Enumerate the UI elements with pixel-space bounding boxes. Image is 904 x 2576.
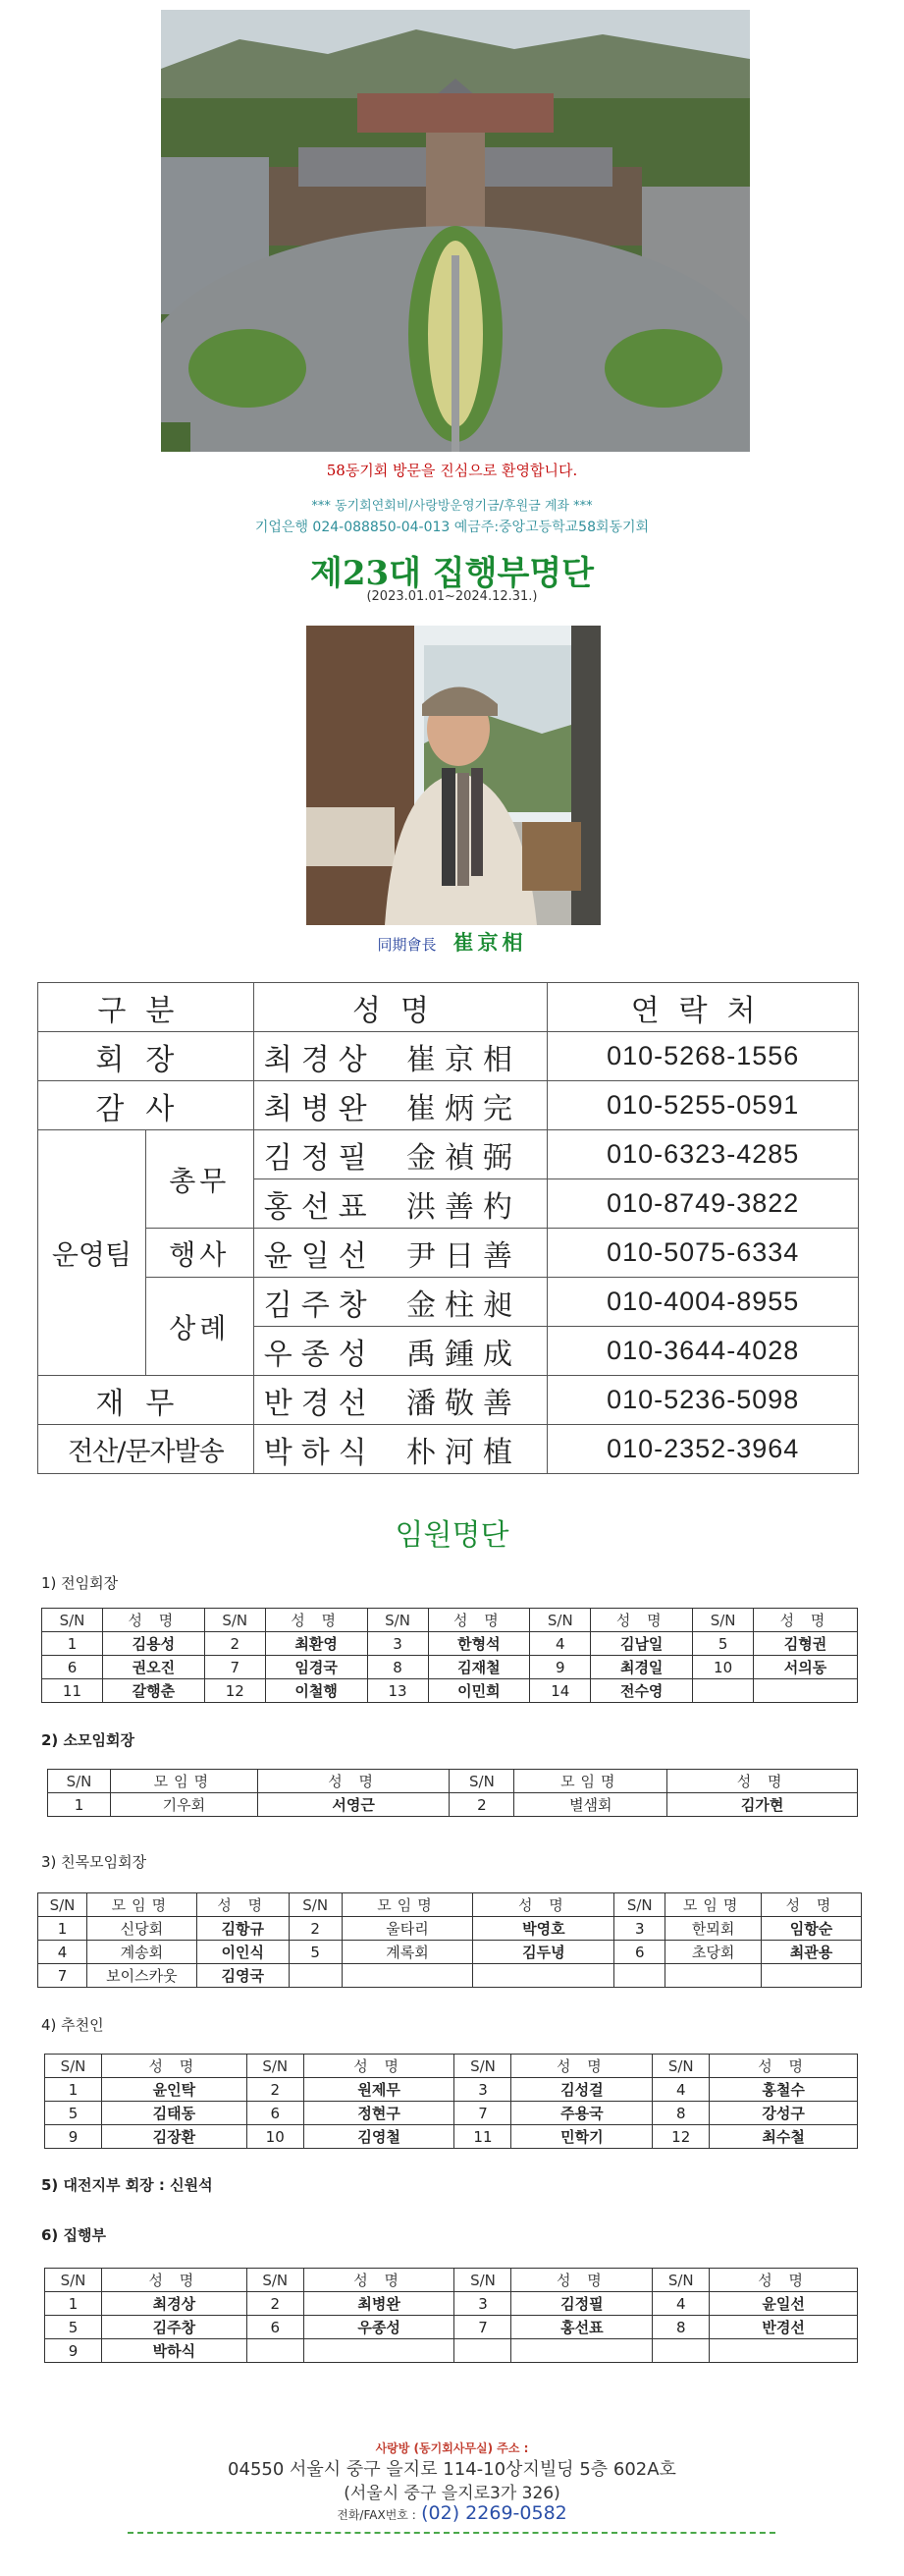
sn-cell: 4	[653, 2292, 710, 2316]
table-row	[38, 1278, 859, 1327]
name-cell: 우종성	[303, 2316, 454, 2339]
name-cell: 윤인탁	[101, 2078, 246, 2102]
name-cell: 김영국	[196, 1964, 289, 1988]
group-cell: 별샘회	[514, 1793, 667, 1817]
phone-cell: 010-2352-3964	[548, 1425, 859, 1474]
group-cell: 기우회	[110, 1793, 257, 1817]
phone-cell: 010-4004-8955	[548, 1278, 859, 1327]
sn-cell: 3	[454, 2078, 511, 2102]
name-cell: 서영근	[257, 1793, 450, 1817]
table-row	[42, 1656, 858, 1679]
group-cell: 운영팀	[38, 1130, 146, 1376]
sn-cell: 9	[45, 2339, 102, 2363]
name-cell: 반경선	[710, 2316, 858, 2339]
name-cell: 김두녕	[473, 1941, 614, 1964]
hanja-cell: 金柱昶	[400, 1278, 548, 1327]
sn-cell	[614, 1964, 665, 1988]
table-row	[45, 2316, 858, 2339]
sn-cell	[693, 1679, 754, 1703]
name-cell: 박영호	[473, 1917, 614, 1941]
position-cell: 회장	[38, 1032, 254, 1081]
sn-header: S/N	[653, 2055, 710, 2078]
name-cell: 김주창	[101, 2316, 246, 2339]
name-cell: 김항규	[196, 1917, 289, 1941]
name-cell	[762, 1964, 862, 1988]
sn-cell: 4	[530, 1632, 591, 1656]
name-header: 성 명	[101, 2055, 246, 2078]
group-cell: 계록회	[342, 1941, 473, 1964]
sn-cell: 1	[45, 2078, 102, 2102]
hanja-cell: 金禎弼	[400, 1130, 548, 1179]
name-header: 성 명	[196, 1893, 289, 1917]
name-cell: 김정필	[253, 1130, 400, 1179]
group-header: 모임명	[342, 1893, 473, 1917]
position-cell: 감사	[38, 1081, 254, 1130]
table-row	[42, 1679, 858, 1703]
name-cell: 강성구	[710, 2102, 858, 2125]
sn-cell: 12	[653, 2125, 710, 2149]
sn-cell: 5	[289, 1941, 342, 1964]
name-cell: 최환영	[265, 1632, 367, 1656]
subposition-cell: 행사	[145, 1229, 253, 1278]
small-group-chairs-table	[47, 1769, 858, 1817]
table-header-row	[42, 1609, 858, 1632]
name-header: 성 명	[473, 1893, 614, 1917]
group-cell	[342, 1964, 473, 1988]
sn-header: S/N	[48, 1770, 111, 1793]
name-cell: 주용국	[511, 2102, 653, 2125]
sn-cell: 2	[246, 2292, 303, 2316]
name-cell: 박하식	[101, 2339, 246, 2363]
sn-cell: 3	[367, 1632, 428, 1656]
name-cell: 원제무	[303, 2078, 454, 2102]
name-cell: 최관용	[762, 1941, 862, 1964]
sn-header: S/N	[530, 1609, 591, 1632]
campus-photo	[161, 10, 750, 452]
sn-cell: 10	[246, 2125, 303, 2149]
phone-number: (02) 2269-0582	[421, 2502, 567, 2524]
name-cell: 김성걸	[511, 2078, 653, 2102]
name-cell: 김주창	[253, 1278, 400, 1327]
name-cell: 반경선	[253, 1376, 400, 1425]
name-cell: 우종성	[253, 1327, 400, 1376]
hanja-cell: 潘敬善	[400, 1376, 548, 1425]
table-row	[45, 2078, 858, 2102]
sn-cell: 2	[289, 1917, 342, 1941]
sn-cell: 7	[204, 1656, 265, 1679]
name-cell: 박하식	[253, 1425, 400, 1474]
sn-cell: 6	[42, 1656, 103, 1679]
sn-header: S/N	[45, 2269, 102, 2292]
group-header: 모임명	[110, 1770, 257, 1793]
name-cell: 김가현	[667, 1793, 858, 1817]
office-address: 04550 서울시 중구 을지로 114-10상지빌딩 5층 602A호	[228, 2459, 676, 2480]
name-cell: 권오진	[102, 1656, 204, 1679]
name-cell: 최수철	[710, 2125, 858, 2149]
name-cell: 최경일	[591, 1656, 693, 1679]
sn-cell: 6	[246, 2316, 303, 2339]
name-cell: 홍선표	[511, 2316, 653, 2339]
phone-cell: 010-5255-0591	[548, 1081, 859, 1130]
phone-cell: 010-8749-3822	[548, 1179, 859, 1229]
table-row	[45, 2125, 858, 2149]
sn-cell: 5	[45, 2316, 102, 2339]
phone-label: 전화/FAX번호 :	[337, 2508, 416, 2522]
name-header: 성 명	[101, 2269, 246, 2292]
sn-cell: 5	[693, 1632, 754, 1656]
account-title: *** 동기회연회비/사랑방운영기금/후원금 계좌 ***	[311, 499, 593, 514]
name-cell: 홍철수	[710, 2078, 858, 2102]
term-period: (2023.01.01~2024.12.31.)	[366, 589, 538, 604]
office-address-old: (서울시 중구 을지로3가 326)	[344, 2484, 560, 2503]
header-category: 구분	[38, 983, 254, 1032]
name-cell: 이철행	[265, 1679, 367, 1703]
sn-header: S/N	[693, 1609, 754, 1632]
table-row	[38, 1229, 859, 1278]
sn-header: S/N	[246, 2055, 303, 2078]
sn-header: S/N	[450, 1770, 514, 1793]
sn-header: S/N	[454, 2055, 511, 2078]
name-cell: 최병완	[253, 1081, 400, 1130]
name-header: 성 명	[257, 1770, 450, 1793]
group-cell: 계송회	[86, 1941, 196, 1964]
sn-cell: 6	[246, 2102, 303, 2125]
office-address-label: 사랑방 (동기회사무실) 주소 :	[375, 2441, 529, 2455]
group-cell: 보이스카웃	[86, 1964, 196, 1988]
executive-members-table	[44, 2268, 858, 2363]
name-header: 성 명	[710, 2055, 858, 2078]
name-cell	[710, 2339, 858, 2363]
subposition-cell: 상례	[145, 1278, 253, 1376]
sn-cell: 14	[530, 1679, 591, 1703]
subposition-cell: 총무	[145, 1130, 253, 1229]
group-header: 모임명	[514, 1770, 667, 1793]
name-cell: 최경상	[253, 1032, 400, 1081]
section-label-friendship: 3) 친목모임회장	[41, 1853, 147, 1871]
hanja-cell: 尹日善	[400, 1229, 548, 1278]
table-row	[45, 2292, 858, 2316]
sn-cell: 1	[48, 1793, 111, 1817]
sn-header: S/N	[614, 1893, 665, 1917]
name-header: 성 명	[511, 2269, 653, 2292]
sn-cell: 1	[38, 1917, 87, 1941]
group-cell	[665, 1964, 762, 1988]
name-cell	[754, 1679, 858, 1703]
table-row	[38, 1130, 859, 1179]
name-header: 성 명	[102, 1609, 204, 1632]
sn-cell	[454, 2339, 511, 2363]
sn-cell: 8	[653, 2316, 710, 2339]
sn-cell: 9	[45, 2125, 102, 2149]
hanja-cell: 洪善杓	[400, 1179, 548, 1229]
chairman-portrait	[306, 626, 601, 925]
name-cell: 김태동	[101, 2102, 246, 2125]
group-cell: 울타리	[342, 1917, 473, 1941]
name-cell: 서의동	[754, 1656, 858, 1679]
name-cell: 김남일	[591, 1632, 693, 1656]
sn-cell: 4	[38, 1941, 87, 1964]
name-cell: 임경국	[265, 1656, 367, 1679]
name-header: 성 명	[762, 1893, 862, 1917]
position-cell: 재무	[38, 1376, 254, 1425]
name-cell: 이인식	[196, 1941, 289, 1964]
sn-cell: 13	[367, 1679, 428, 1703]
sn-cell	[289, 1964, 342, 1988]
sn-cell: 2	[204, 1632, 265, 1656]
sn-header: S/N	[289, 1893, 342, 1917]
name-header: 성 명	[303, 2055, 454, 2078]
sn-cell: 8	[653, 2102, 710, 2125]
sn-cell: 2	[246, 2078, 303, 2102]
name-cell: 최경상	[101, 2292, 246, 2316]
table-row	[42, 1632, 858, 1656]
section-label-executive: 6) 집행부	[41, 2226, 106, 2244]
portrait-caption	[0, 927, 904, 957]
sn-cell: 3	[454, 2292, 511, 2316]
table-row	[45, 2102, 858, 2125]
group-cell: 한뫼회	[665, 1917, 762, 1941]
sn-cell: 11	[454, 2125, 511, 2149]
sn-cell: 1	[45, 2292, 102, 2316]
table-header-row	[38, 1893, 862, 1917]
group-cell: 초당회	[665, 1941, 762, 1964]
table-row	[38, 1425, 859, 1474]
table-header-row	[45, 2055, 858, 2078]
phone-cell: 010-5075-6334	[548, 1229, 859, 1278]
name-cell: 갈행춘	[102, 1679, 204, 1703]
section-label-recommenders: 4) 추천인	[41, 2016, 104, 2034]
caption-role: 同期會長	[377, 936, 437, 954]
recommenders-table	[44, 2054, 858, 2149]
sn-cell: 10	[693, 1656, 754, 1679]
group-header: 모임명	[86, 1893, 196, 1917]
name-cell: 김영철	[303, 2125, 454, 2149]
table-row	[38, 1032, 859, 1081]
phone-cell: 010-6323-4285	[548, 1130, 859, 1179]
officers-title: 임원명단	[395, 1518, 509, 1553]
name-header: 성 명	[710, 2269, 858, 2292]
table-row	[45, 2339, 858, 2363]
bank-account: 기업은행 024-088850-04-013 예금주:중앙고등학교58회동기회	[254, 520, 650, 535]
sn-header: S/N	[38, 1893, 87, 1917]
name-cell: 김형권	[754, 1632, 858, 1656]
daejeon-branch-chair: 5) 대전지부 회장 : 신원석	[41, 2176, 213, 2194]
phone-cell: 010-5236-5098	[548, 1376, 859, 1425]
sn-cell: 11	[42, 1679, 103, 1703]
table-header-row	[38, 983, 859, 1032]
table-header-row	[48, 1770, 858, 1793]
table-row	[38, 1941, 862, 1964]
name-header: 성 명	[428, 1609, 530, 1632]
name-cell	[473, 1964, 614, 1988]
name-header: 성 명	[303, 2269, 454, 2292]
hanja-cell: 朴河植	[400, 1425, 548, 1474]
name-cell: 윤일선	[710, 2292, 858, 2316]
name-cell: 임항순	[762, 1917, 862, 1941]
name-cell: 김정필	[511, 2292, 653, 2316]
sn-cell: 4	[653, 2078, 710, 2102]
name-cell: 김용성	[102, 1632, 204, 1656]
name-header: 성 명	[754, 1609, 858, 1632]
sn-cell: 5	[45, 2102, 102, 2125]
office-phone	[0, 2502, 904, 2524]
section-label-small-groups: 2) 소모임회장	[41, 1731, 134, 1749]
sn-header: S/N	[45, 2055, 102, 2078]
sn-cell	[653, 2339, 710, 2363]
sn-header: S/N	[653, 2269, 710, 2292]
sn-cell: 7	[38, 1964, 87, 1988]
table-row	[38, 1376, 859, 1425]
sn-cell: 9	[530, 1656, 591, 1679]
caption-name: 崔京相	[452, 930, 527, 955]
sn-cell	[246, 2339, 303, 2363]
hanja-cell: 禹鍾成	[400, 1327, 548, 1376]
hanja-cell: 崔炳完	[400, 1081, 548, 1130]
name-cell	[511, 2339, 653, 2363]
sn-header: S/N	[204, 1609, 265, 1632]
name-cell: 김재철	[428, 1656, 530, 1679]
footer-divider	[128, 2532, 775, 2534]
name-cell: 민학기	[511, 2125, 653, 2149]
sn-cell: 8	[367, 1656, 428, 1679]
sn-header: S/N	[367, 1609, 428, 1632]
former-chairs-table	[41, 1608, 858, 1703]
group-header: 모임명	[665, 1893, 762, 1917]
hanja-cell: 崔京相	[400, 1032, 548, 1081]
friendship-chairs-table	[37, 1892, 862, 1988]
sn-cell: 12	[204, 1679, 265, 1703]
executive-table	[37, 982, 859, 1474]
name-cell: 한형석	[428, 1632, 530, 1656]
name-cell: 김장환	[101, 2125, 246, 2149]
section-label-former-chairs: 1) 전임회장	[41, 1574, 119, 1592]
table-row	[38, 1081, 859, 1130]
table-header-row	[45, 2269, 858, 2292]
sn-cell: 3	[614, 1917, 665, 1941]
table-row	[48, 1793, 858, 1817]
welcome-message: 58동기회 방문을 진심으로 환영합니다.	[326, 462, 578, 479]
sn-cell: 2	[450, 1793, 514, 1817]
name-cell: 홍선표	[253, 1179, 400, 1229]
name-cell: 최병완	[303, 2292, 454, 2316]
header-contact: 연락처	[548, 983, 859, 1032]
sn-cell: 7	[454, 2102, 511, 2125]
name-cell	[303, 2339, 454, 2363]
phone-cell: 010-3644-4028	[548, 1327, 859, 1376]
table-row	[38, 1917, 862, 1941]
name-cell: 정현구	[303, 2102, 454, 2125]
page-title: 제23대 집행부명단	[309, 554, 595, 593]
header-name: 성명	[253, 983, 548, 1032]
name-header: 성 명	[511, 2055, 653, 2078]
name-header: 성 명	[591, 1609, 693, 1632]
name-header: 성 명	[265, 1609, 367, 1632]
sn-cell: 6	[614, 1941, 665, 1964]
phone-cell: 010-5268-1556	[548, 1032, 859, 1081]
name-cell: 윤일선	[253, 1229, 400, 1278]
sn-cell: 7	[454, 2316, 511, 2339]
sn-header: S/N	[42, 1609, 103, 1632]
sn-header: S/N	[246, 2269, 303, 2292]
position-cell: 전산/문자발송	[38, 1425, 254, 1474]
table-row	[38, 1964, 862, 1988]
name-cell: 이민희	[428, 1679, 530, 1703]
group-cell: 신당회	[86, 1917, 196, 1941]
name-cell: 전수영	[591, 1679, 693, 1703]
sn-header: S/N	[454, 2269, 511, 2292]
name-header: 성 명	[667, 1770, 858, 1793]
sn-cell: 1	[42, 1632, 103, 1656]
